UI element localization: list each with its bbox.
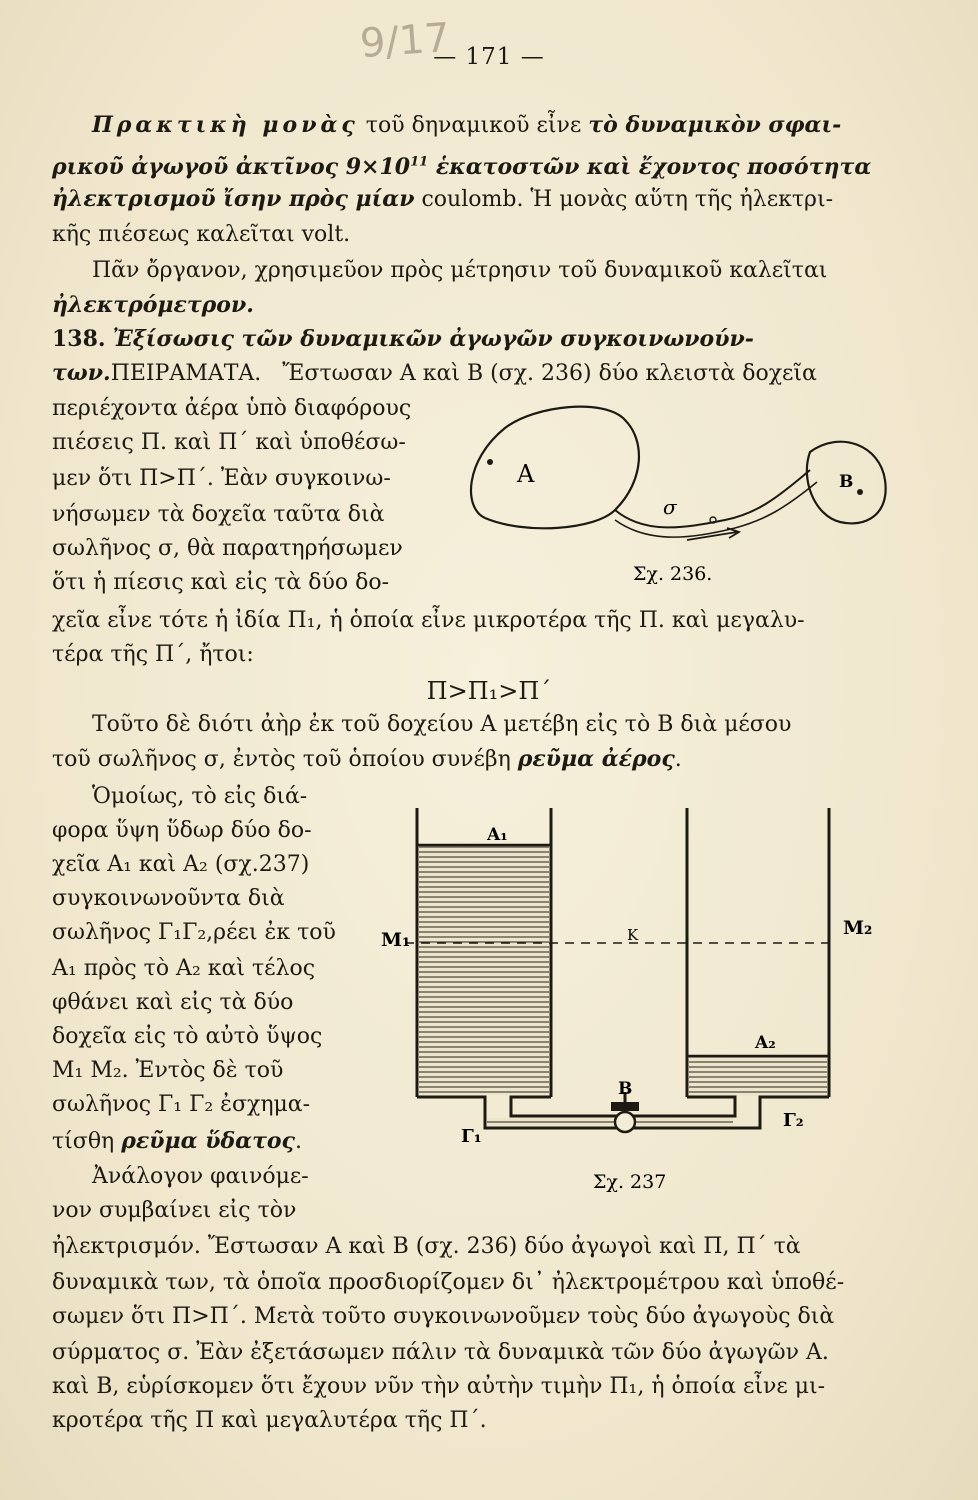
text-line: Μ₁ Μ₂. Ἐντὸς δὲ τοῦ xyxy=(52,1058,284,1083)
text-line: δυναμικὰ των, τὰ ὁποῖα προσδιορίζομεν δι᾽ ἠλεκτρομέτρου καὶ ὑποθέ- xyxy=(52,1270,845,1295)
figure-caption: Σχ. 237 xyxy=(593,1171,667,1193)
emphasis-definition: τὸ δυναμικὸν σφαι- xyxy=(588,112,842,138)
text-line: ἠλεκτρισμόν. Ἔστωσαν Α καὶ Β (σχ. 236) δύο ἀγωγοὶ καὶ Π, Π΄ τὰ xyxy=(52,1234,801,1259)
text-line xyxy=(52,744,902,775)
text-line: συγκοινωνοῦντα διὰ xyxy=(52,886,285,911)
label-a1: Α₁ xyxy=(487,825,508,845)
exponent: 11 xyxy=(410,155,429,170)
figure-caption: Σχ. 236. xyxy=(633,563,713,585)
text-line: νον συμβαίνει εἰς τὸν xyxy=(52,1198,297,1223)
text-line xyxy=(92,110,902,141)
emphasis-term: ρεῦμα ὕδατος xyxy=(121,1128,295,1154)
handwritten-note: 9/17 xyxy=(358,14,452,68)
text-line: φορα ὕψη ὕδωρ δύο δο- xyxy=(52,818,312,843)
emphasis-term: Πρακτικὴ μονὰς xyxy=(92,112,359,138)
flow-arrow xyxy=(687,528,739,540)
label-g1: Γ₁ xyxy=(461,1126,482,1147)
vessel-a2-water xyxy=(689,1056,827,1096)
text-line: τέρα τῆς Π΄, ἤτοι: xyxy=(52,642,254,667)
text-line xyxy=(52,358,902,389)
text-line: χεῖα Α₁ καὶ Α₂ (σχ.237) xyxy=(52,852,310,877)
text-line: κῆς πιέσεως καλεῖται volt. xyxy=(52,222,351,247)
valve-b xyxy=(615,1112,635,1132)
text-line: κροτέρα τῆς Π καὶ μεγαλυτέρα τῆς Π΄. xyxy=(52,1408,487,1433)
text-run: Ἔστωσαν Α καὶ Β (σχ. 236) δύο κλειστὰ δοχεῖα xyxy=(282,361,817,386)
text-line: Τοῦτο δὲ διότι ἀὴρ ἐκ τοῦ δοχείου Α μετέβη εἰς τὸ Β διὰ μέσου xyxy=(92,712,792,737)
label-g2: Γ₂ xyxy=(783,1110,804,1131)
text-line: δοχεῖα εἰς τὸ αὐτὸ ὕψος xyxy=(52,1024,323,1049)
page-number: — 171 — xyxy=(433,44,545,70)
label-k: Κ xyxy=(627,926,639,944)
section-title: των. xyxy=(52,360,111,386)
text-line: σωλῆνος σ, θὰ παρατηρήσωμεν xyxy=(52,536,403,561)
label-b: Β xyxy=(839,472,854,492)
text-run: ἑκατοστῶν καὶ ἔχοντος ποσότητα xyxy=(428,154,872,181)
text-run: . xyxy=(674,747,682,772)
text-line: περιέχοντα ἀέρα ὑπὸ διαφόρους xyxy=(52,396,412,421)
label-a: Α xyxy=(517,460,535,488)
text-line: νήσωμεν τὰ δοχεῖα ταῦτα διὰ xyxy=(52,502,385,527)
emphasis-term: ρεῦμα ἀέρος xyxy=(517,746,675,772)
label-a2: Α₂ xyxy=(755,1033,776,1053)
text-line: σωλῆνος Γ₁Γ₂,ρέει ἐκ τοῦ xyxy=(52,920,336,945)
text-line: σωμεν ὅτι Π>Π΄. Μετὰ τοῦτο συγκοινωνοῦμεν τοὺς δύο ἀγωγοὺς διὰ xyxy=(52,1304,835,1329)
text-line: χεῖα εἶνε τότε ἡ ἰδία Π₁, ἡ ὁποία εἶνε μικροτέρα τῆς Π. καὶ μεγαλυ- xyxy=(52,608,805,633)
text-line: Ἀνάλογον φαινόμε- xyxy=(92,1164,309,1189)
text-line xyxy=(52,290,902,321)
subheading: ΠΕΙΡΑΜΑΤΑ. xyxy=(110,361,262,386)
text-line: καὶ Β, εὑρίσκομεν ὅτι ἔχουν νῦν τὴν αὐτὴν τιμὴν Π₁, ἡ ὁποία εἶνε μι- xyxy=(52,1374,826,1399)
text-line xyxy=(52,148,902,183)
text-run: ρικοῦ ἀγωγοῦ ἀκτῖνος 9×10 xyxy=(52,154,411,181)
text-line xyxy=(52,184,902,215)
text-run: τοῦ σωλῆνος σ, ἐντὸς τοῦ ὁποίου συνέβη xyxy=(52,747,518,772)
text-line: ὅτι ἡ πίεσις καὶ εἰς τὰ δύο δο- xyxy=(52,570,390,595)
text-line: Α₁ πρὸς τὸ Α₂ καὶ τέλος xyxy=(52,956,316,981)
figure-236 xyxy=(455,400,895,600)
text-line xyxy=(52,1126,342,1157)
text-run: coulomb. Ἡ μονὰς αὕτη τῆς ἠλεκτρι- xyxy=(414,187,834,212)
label-sigma: σ xyxy=(663,495,677,519)
text-line: Ὁμοίως, τὸ εἰς διά- xyxy=(92,784,308,809)
label-m2: Μ₂ xyxy=(843,917,873,939)
vessel-a-outline xyxy=(471,407,639,529)
text-line: σωλῆνος Γ₁ Γ₂ ἐσχημα- xyxy=(52,1092,311,1117)
text-line: μεν ὅτι Π>Π΄. Ἐὰν συγκοινω- xyxy=(52,466,391,491)
emphasis-definition: ἠλεκτρισμοῦ ἴσην πρὸς μίαν xyxy=(52,186,415,212)
label-m1: Μ₁ xyxy=(381,929,411,951)
text-run: . xyxy=(294,1129,302,1154)
formula: Π>Π₁>Π΄ xyxy=(426,677,552,705)
text-line: Πᾶν ὄργανον, χρησιμεῦον πρὸς μέτρησιν τοῦ δυναμικοῦ καλεῖται xyxy=(92,258,828,283)
text-line: πιέσεις Π. καὶ Π΄ καὶ ὑποθέσω- xyxy=(52,430,406,455)
emphasis-term: ἠλεκτρόμετρον. xyxy=(52,292,254,318)
label-b: Β xyxy=(618,1079,633,1099)
section-number: 138. xyxy=(52,326,106,352)
text-line: φθάνει καὶ εἰς τὰ δύο xyxy=(52,990,294,1015)
section-title: Ἐξίσωσις τῶν δυναμικῶν ἀγωγῶν συγκοινωνούν- xyxy=(112,326,754,352)
text-line: σύρματος σ. Ἐὰν ἐξετάσωμεν πάλιν τὰ δυναμικὰ τῶν δύο ἀγωγῶν Α. xyxy=(52,1340,829,1365)
text-run: τίσθη xyxy=(52,1129,122,1154)
text-run: τοῦ δηναμικοῦ εἶνε xyxy=(358,113,589,138)
vessel-a1-water xyxy=(419,845,549,1095)
figure-237 xyxy=(375,800,895,1200)
section-heading xyxy=(52,324,902,355)
tube-sigma xyxy=(615,470,810,527)
emphasis-definition xyxy=(52,154,871,180)
